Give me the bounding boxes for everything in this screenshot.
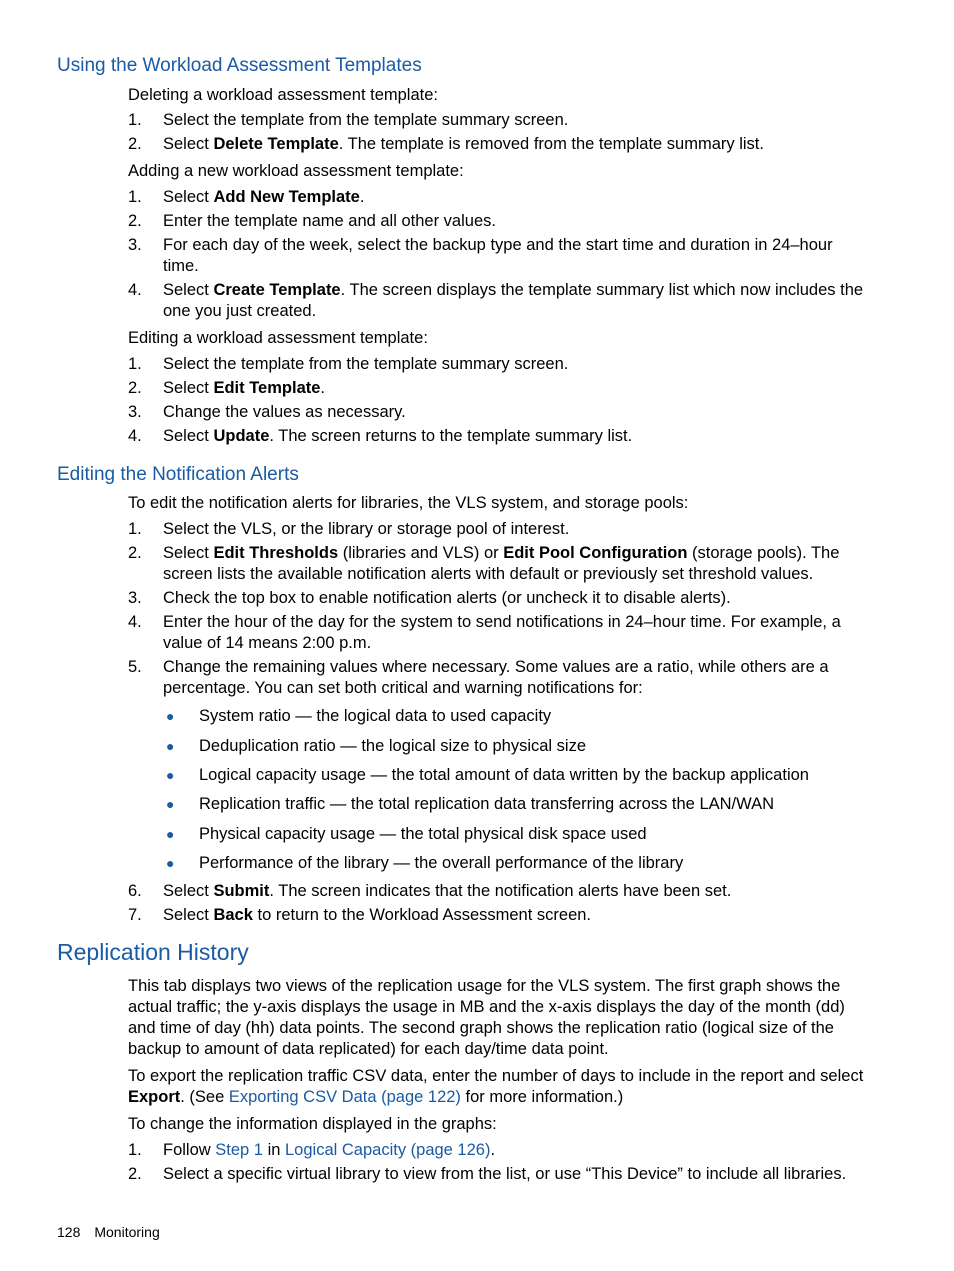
step-number: 2.	[128, 379, 142, 397]
ui-term: Edit Pool Configuration	[503, 544, 688, 562]
step-number: 1.	[128, 111, 142, 129]
bullet-icon: ●	[166, 738, 175, 754]
delete-intro: Deleting a workload assessment template:	[128, 86, 438, 104]
step-number: 6.	[128, 882, 142, 900]
ui-term: Add New Template	[213, 188, 360, 206]
step-text: Select Edit Thresholds (libraries and VLS) or Edit Pool Configuration (storage pools). The screen lists the available notification alerts with default or previously set threshold values.	[163, 544, 840, 583]
step-text: Enter the hour of the day for the system to send notifications in 24–hour time. For example, a value of 14 means 2:00 p.m.	[163, 613, 841, 652]
bullet-text: Performance of the library — the overall performance of the library	[199, 854, 684, 872]
ui-term: Edit Template	[213, 379, 321, 397]
step-number: 4.	[128, 427, 142, 445]
bullet-text: Logical capacity usage — the total amount of data written by the backup application	[199, 766, 809, 784]
step-text: Select the template from the template summary screen.	[163, 355, 569, 373]
bullet-icon: ●	[166, 767, 175, 783]
replication-paragraph-2: To export the replication traffic CSV data, enter the number of days to include in the report and select Export. (See Exporting CSV Data (page 122) for more information.)	[128, 1067, 864, 1106]
bullet-icon: ●	[166, 708, 175, 724]
page-footer	[57, 1222, 160, 1243]
step-1-link[interactable]: Step 1	[215, 1141, 263, 1159]
ui-term: Export	[128, 1088, 181, 1106]
page-number: 128	[57, 1224, 81, 1240]
step-text: Check the top box to enable notification alerts (or uncheck it to disable alerts).	[163, 589, 731, 607]
step-number: 1.	[128, 188, 142, 206]
step-number: 3.	[128, 403, 142, 421]
replication-heading: Replication History	[57, 939, 249, 965]
step-text: Enter the template name and all other values.	[163, 212, 496, 230]
step-text: Change the values as necessary.	[163, 403, 406, 421]
ui-term: Back	[213, 906, 253, 924]
ui-term: Create Template	[213, 281, 341, 299]
bullet-icon: ●	[166, 796, 175, 812]
step-text: Select a specific virtual library to view from the list, or use “This Device” to include all libraries.	[163, 1165, 847, 1183]
logical-capacity-link[interactable]: Logical Capacity (page 126)	[285, 1141, 491, 1159]
alerts-intro: To edit the notification alerts for libraries, the VLS system, and storage pools:	[128, 494, 689, 512]
ui-term: Update	[213, 427, 270, 445]
edit-intro: Editing a workload assessment template:	[128, 329, 428, 347]
bullet-text: Deduplication ratio — the logical size to physical size	[199, 737, 587, 755]
step-number: 1.	[128, 1141, 142, 1159]
bullet-icon: ●	[166, 826, 175, 842]
ui-term: Edit Thresholds	[213, 544, 339, 562]
step-number: 4.	[128, 613, 142, 631]
bullet-text: Physical capacity usage — the total physical disk space used	[199, 825, 647, 843]
exporting-csv-link[interactable]: Exporting CSV Data (page 122)	[228, 1088, 461, 1106]
footer-section-name: Monitoring	[94, 1224, 160, 1240]
step-text: Select Submit. The screen indicates that the notification alerts have been set.	[163, 882, 732, 900]
step-number: 4.	[128, 281, 142, 299]
step-number: 2.	[128, 1165, 142, 1183]
step-text: Select Create Template. The screen displays the template summary list which now includes the one you just created.	[163, 281, 864, 320]
ui-term: Delete Template	[213, 135, 339, 153]
step-text: Select the VLS, or the library or storage pool of interest.	[163, 520, 570, 538]
step-number: 1.	[128, 355, 142, 373]
step-number: 2.	[128, 135, 142, 153]
templates-heading: Using the Workload Assessment Templates	[57, 55, 422, 76]
step-text: Select Update. The screen returns to the template summary list.	[163, 427, 633, 445]
step-text: Select the template from the template summary screen.	[163, 111, 569, 129]
step-text: Select Back to return to the Workload Assessment screen.	[163, 906, 592, 924]
step-text: Select Add New Template.	[163, 188, 365, 206]
replication-paragraph-1: This tab displays two views of the replication usage for the VLS system. The first graph shows the actual traffic; the y-axis displays the usage in MB and the x-axis displays the day of the month (dd) and time of day (hh) data points. The second graph shows the replication ratio (logical size of the backup to amount of data replicated) for each day/time data point.	[128, 977, 845, 1058]
step-number: 2.	[128, 212, 142, 230]
step-number: 3.	[128, 236, 142, 254]
step-number: 3.	[128, 589, 142, 607]
bullet-text: Replication traffic — the total replication data transferring across the LAN/WAN	[199, 795, 775, 813]
replication-paragraph-3: To change the information displayed in the graphs:	[128, 1115, 497, 1133]
step-number: 7.	[128, 906, 142, 924]
step-number: 1.	[128, 520, 142, 538]
step-text: For each day of the week, select the backup type and the start time and duration in 24–hour time.	[163, 236, 833, 275]
step-text: Select Delete Template. The template is removed from the template summary list.	[163, 135, 764, 153]
step-number: 2.	[128, 544, 142, 562]
step-number: 5.	[128, 658, 142, 676]
bullet-text: System ratio — the logical data to used capacity	[199, 707, 552, 725]
step-text: Select Edit Template.	[163, 379, 326, 397]
step-text: Change the remaining values where necessary. Some values are a ratio, while others are a percentage. You can set both critical and warning notifications for:	[163, 658, 829, 697]
bullet-icon: ●	[166, 855, 175, 871]
add-intro: Adding a new workload assessment template:	[128, 162, 464, 180]
ui-term: Submit	[213, 882, 270, 900]
alerts-heading: Editing the Notification Alerts	[57, 464, 299, 485]
step-text: Follow Step 1 in Logical Capacity (page 126).	[163, 1141, 496, 1159]
